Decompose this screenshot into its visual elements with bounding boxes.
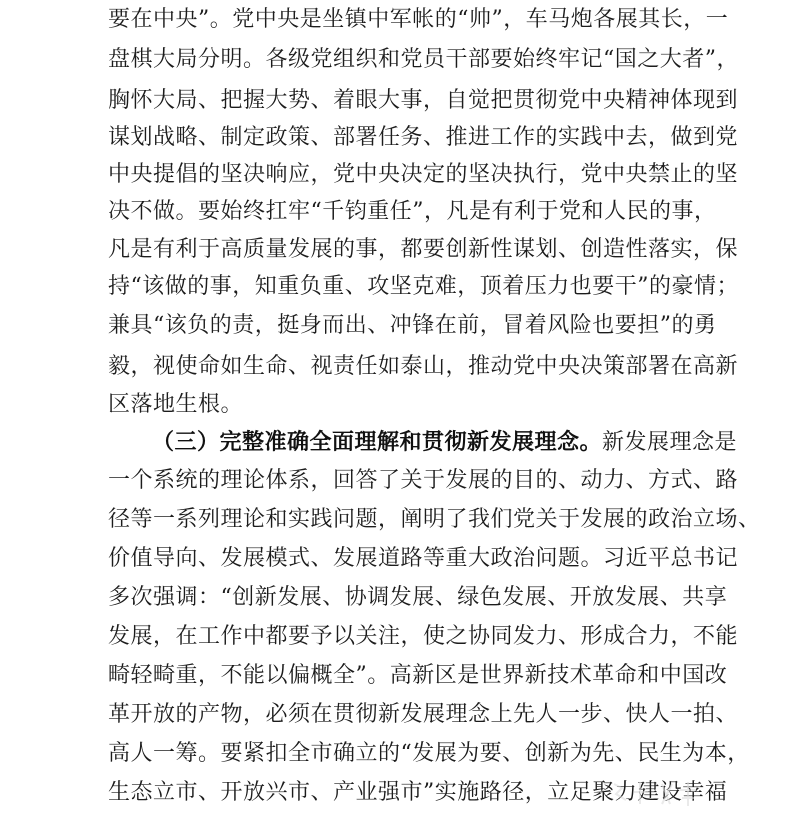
section-line-2: 径等一系列理论和实践问题，阐明了我们党关于发展的政治立场、 xyxy=(108,507,761,532)
section-heading-line xyxy=(152,422,738,462)
paragraph-line-3: 胸怀大局、把握大势、着眼大事，自觉把贯彻党中央精神体现到 xyxy=(108,88,739,113)
paragraph-line-6: 决不做。要始终扛牢“千钧重任”，凡是有利于党和人民的事， xyxy=(108,199,717,224)
section-heading: （三）完整准确全面理解和贯彻新发展理念。 xyxy=(152,429,603,455)
paragraph-line-4: 谋划战略、制定政策、部署任务、推进工作的实践中去，做到党 xyxy=(108,125,739,150)
paragraph-line-11: 区落地生根。 xyxy=(108,392,244,417)
section-line-6: 畸轻畸重，不能以偏概全”。高新区是世界新技术革命和中国改 xyxy=(108,663,728,688)
section-heading-rest: 新发展理念是 xyxy=(602,430,738,455)
section-line-8: 高人一筹。要紧扣全市确立的“发展为要、创新为先、民生为本， xyxy=(108,741,750,766)
paragraph-line-9: 兼具“该负的责，挺身而出、冲锋在前，冒着风险也要担”的勇 xyxy=(108,313,717,338)
section-line-4: 多次强调：“创新发展、协调发展、绿色发展、开放发展、共享 xyxy=(108,585,728,610)
section-line-7: 革开放的产物，必须在贯彻新发展理念上先人一步、快人一拍、 xyxy=(108,702,739,727)
section-line-3: 价值导向、发展模式、发展道路等重大政治问题。习近平总书记 xyxy=(108,546,739,571)
paragraph-line-10: 毅，视使命如生命、视责任如泰山，推动党中央决策部署在高新 xyxy=(108,354,739,379)
paragraph-line-8: 持“该做的事，知重负重、攻坚克难，顶着压力也要干”的豪情； xyxy=(108,274,739,299)
section-line-5: 发展，在工作中都要予以关注，使之协同发力、形成合力，不能 xyxy=(108,624,739,649)
section-line-9: 生态立市、开放兴市、产业强市”实施路径，立足聚力建设幸福 xyxy=(108,780,728,805)
watermark-logo-icon xyxy=(600,774,710,814)
paragraph-line-1: 要在中央”。党中央是坐镇中军帐的“帅”，车马炮各展其长，一 xyxy=(108,7,729,32)
paragraph-line-2: 盘棋大局分明。各级党组织和党员干部要始终牢记“国之大者”， xyxy=(108,47,739,72)
paragraph-line-5: 中央提倡的坚决响应，党中央决定的坚决执行，党中央禁止的坚 xyxy=(108,162,739,187)
paragraph-line-7: 凡是有利于高质量发展的事，都要创新性谋划、创造性落实，保 xyxy=(108,237,739,262)
section-line-1: 一个系统的理论体系，回答了关于发展的目的、动力、方式、路 xyxy=(108,468,739,493)
